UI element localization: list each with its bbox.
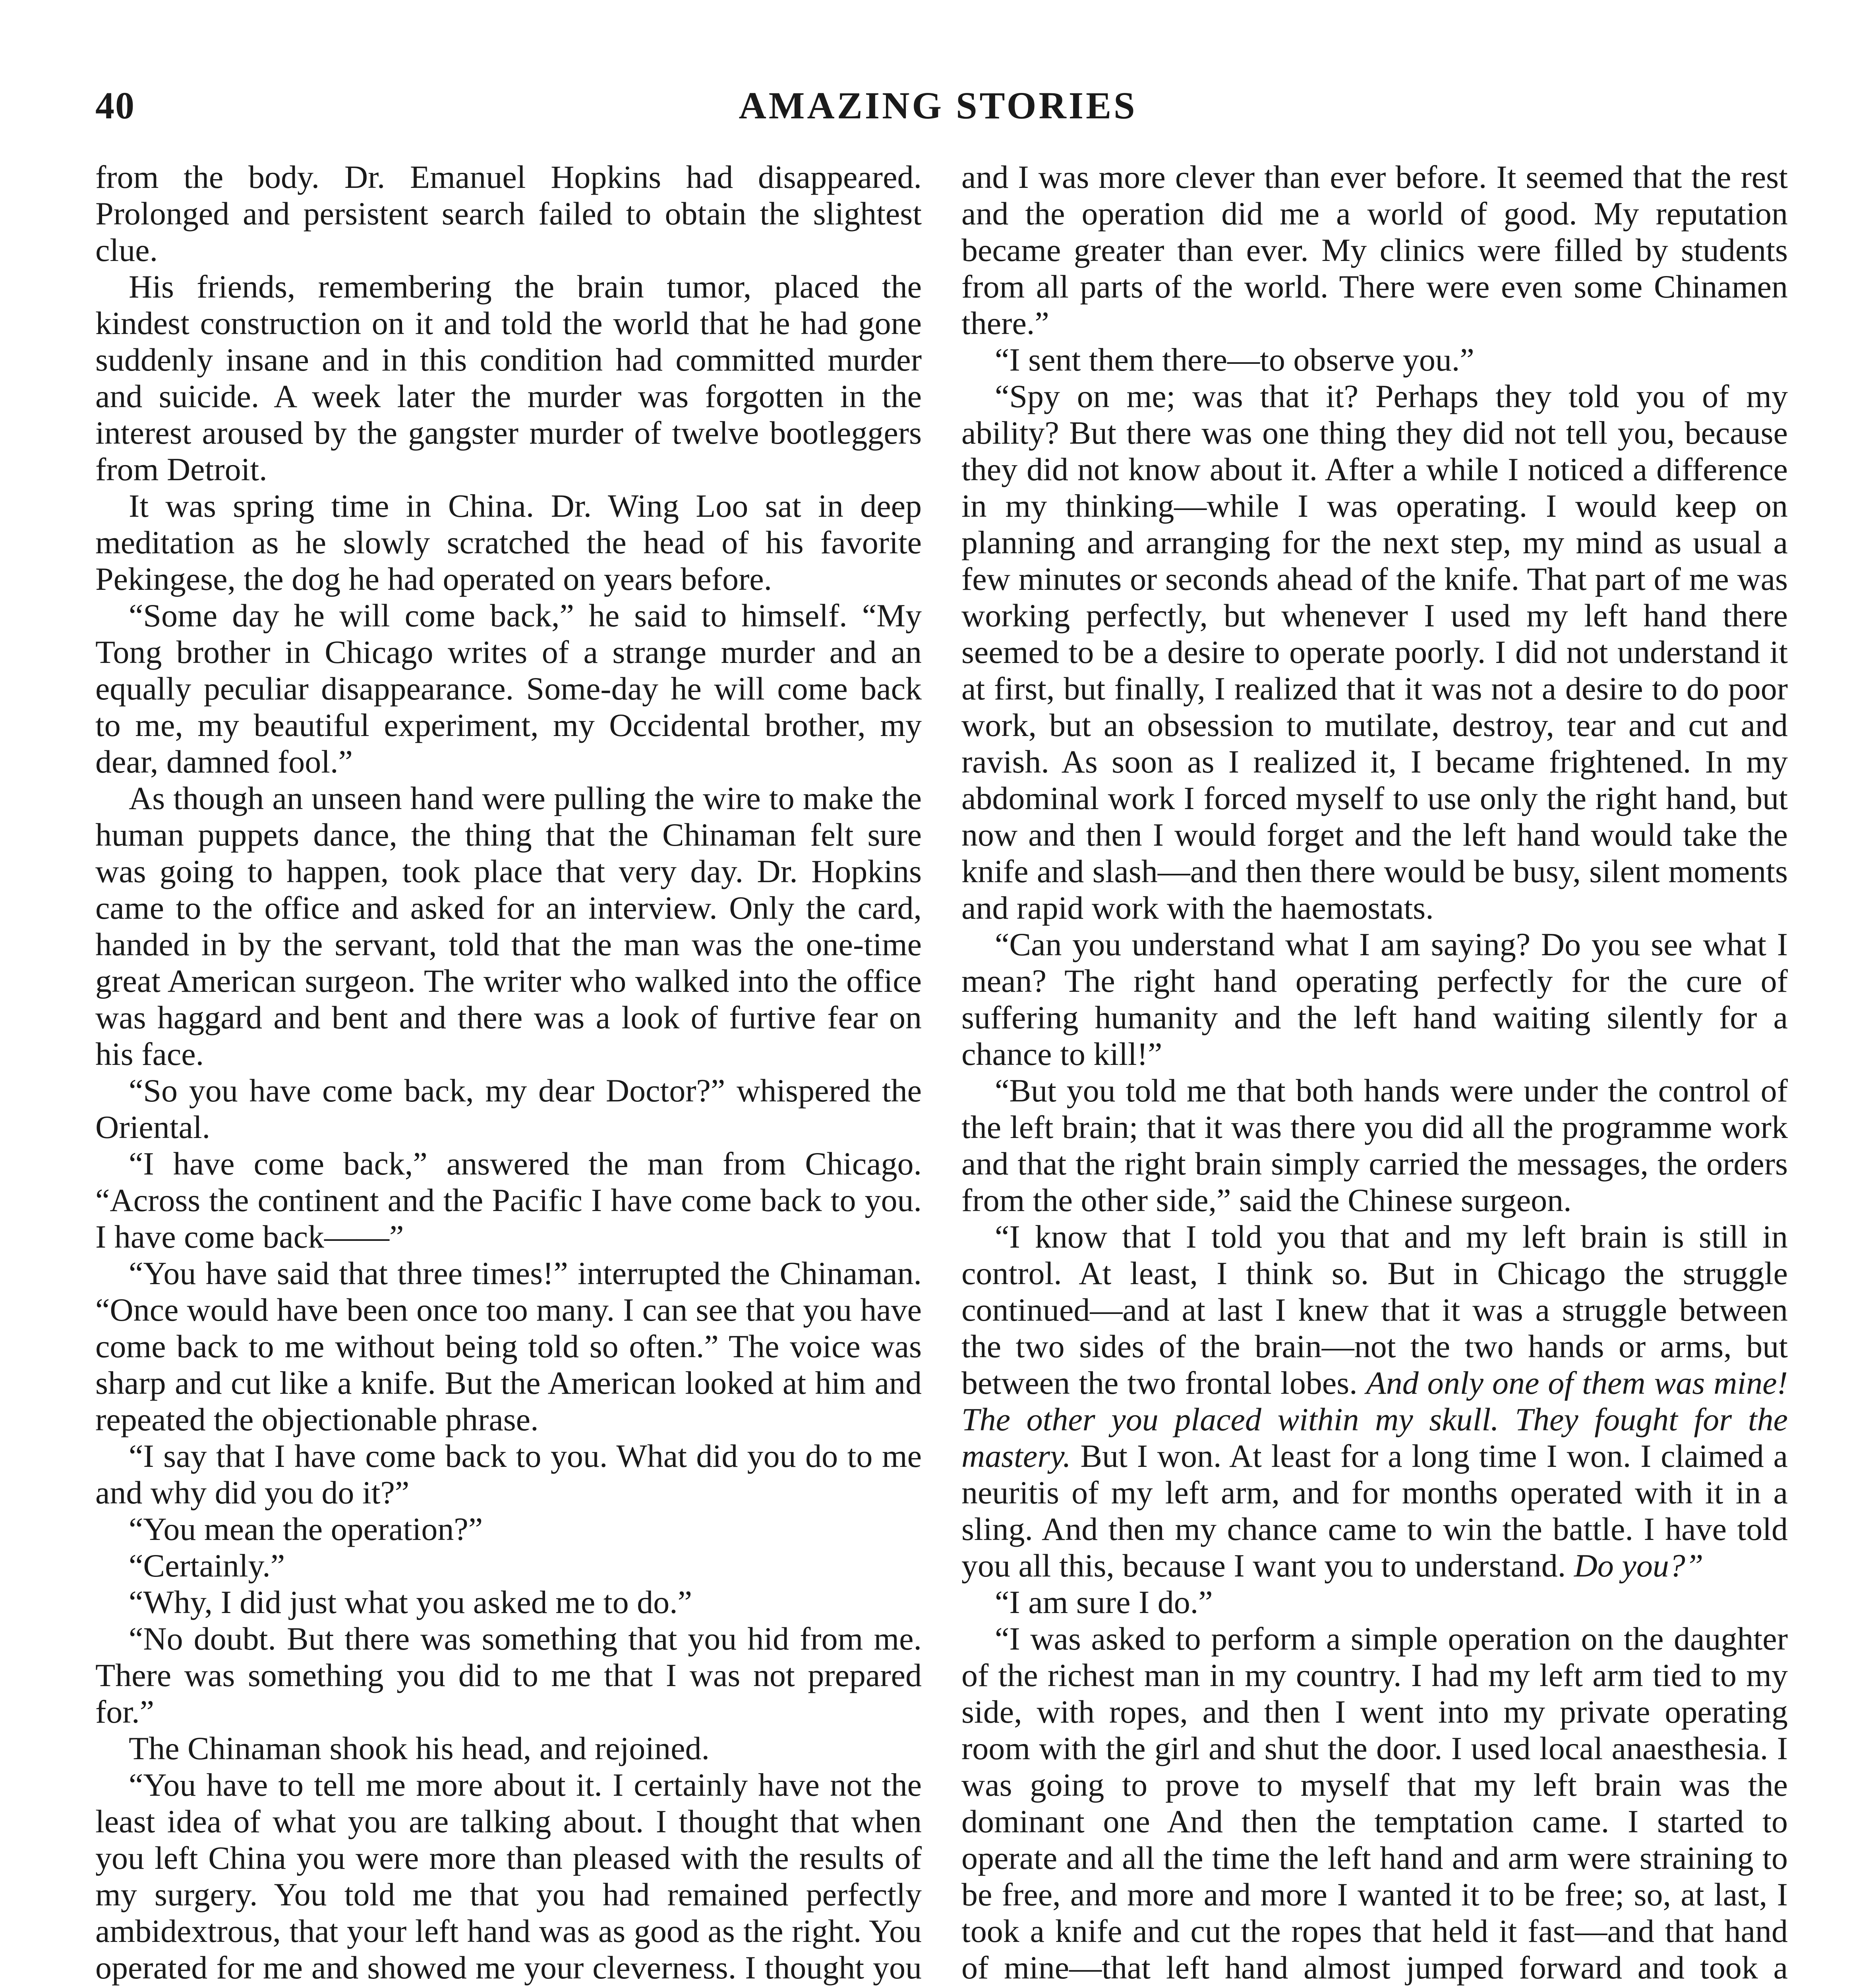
- paragraph: “Certainly.”: [129, 1547, 285, 1584]
- paragraph: “Some day he will come back,” he said to himself. “My Tong brother in Chicago writes of a strange murder and an equally peculiar disappearance. Some-day he will come back to me, my beautiful experiment, my Occidental brother, my dear, damned fool.”: [95, 597, 922, 780]
- text-run: “I know that I told you that and my left brain is still in control. At least, I think so. But in Chicago the struggle continued—and at last I knew that it was a struggle between the two sides of the brain—not the two hands or arms, but between the two frontal lobes.: [961, 1219, 1788, 1401]
- paragraph: “I am sure I do.”: [995, 1584, 1213, 1620]
- paragraph: As though an unseen hand were pulling the wire to make the human puppets dance, the thing that the Chinaman felt sure was going to happen, took place that very day. Dr. Hopkins came to the office and asked for an interview. Only the card, handed in by the servant, told that the man was the one-time great American surgeon. The writer who walked into the office was haggard and bent and there was a look of furtive fear on his face.: [95, 780, 922, 1072]
- paragraph: “I sent them there—to observe you.”: [995, 342, 1474, 378]
- left-column: [95, 159, 922, 1986]
- italic-text: Do you?”: [1574, 1547, 1704, 1584]
- text-run: But I won. At least for a long time I won. I claimed a neuritis of my left arm, and for months operated with it in a sling. And then my chance came to win the battle. I have told you all this, because I want you to understand.: [961, 1438, 1788, 1584]
- paragraph: “No doubt. But there was something that you hid from me. There was something you did to me that I was not prepared for.”: [95, 1621, 922, 1730]
- paragraph: “Can you understand what I am saying? Do you see what I mean? The right hand operating perfectly for the cure of suffering humanity and the left hand waiting silently for a chance to kill!”: [961, 926, 1788, 1072]
- paragraph: [961, 1621, 1788, 1986]
- paragraph: “Why, I did just what you asked me to do.”: [129, 1584, 692, 1620]
- paragraph: “I have come back,” answered the man from Chicago. “Across the continent and the Pacific I have come back to you. I have come back——”: [95, 1146, 922, 1255]
- paragraph: “You have said that three times!” interrupted the Chinaman. “Once would have been once too many. I can see that you have come back to me without being told so often.” The voice was sharp and cut like a knife. But the American looked at him and repeated the objectionable phrase.: [95, 1255, 922, 1437]
- page-header: [95, 68, 1781, 147]
- paragraph: “I say that I have come back to you. What did you do to me and why did you do it?”: [95, 1438, 922, 1511]
- right-column: [961, 159, 1788, 1986]
- paragraph: “You have to tell me more about it. I certainly have not the least idea of what you are talking about. I thought that when you left China you were more than pleased with the results of my surgery. You told me that you had remained perfectly ambidextrous, that your left hand was as good as the right. You operated for me and showed me your cleverness. I thought you: [95, 1767, 922, 1986]
- paragraph: “But you told me that both hands were under the control of the left brain; that it was there you did all the programme work and that the right brain simply carried the messages, the orders from the other side,” said the Chinese surgeon.: [961, 1072, 1788, 1218]
- paragraph: “Spy on me; was that it? Perhaps they told you of my ability? But there was one thing they did not tell you, because they did not know about it. After a while I noticed a difference in my thinking—while I was operating. I would keep on planning and arranging for the next step, my mind as usual a few minutes or seconds ahead of the knife. That part of me was working perfectly, but whenever I used my left hand there seemed to be a desire to operate poorly. I did not understand it at first, but finally, I realized that it was not a desire to do poor work, but an obsession to mutilate, destroy, tear and cut and ravish. As soon as I realized it, I became frightened. In my abdominal work I forced myself to use only the right hand, but now and then I would forget and the left hand would take the knife and slash—and then there would be busy, silent moments and rapid work with the haemostats.: [961, 378, 1788, 926]
- paragraph: The Chinaman shook his head, and rejoined.: [129, 1730, 710, 1766]
- text-run: “I was asked to perform a simple operation on the daughter of the richest man in my country. I had my left arm tied to my side, with ropes, and then I went into my private operating room with the girl and shut the door. I used local anaesthesia. I was going to prove to myself that my left brain was the dominant one And then the temptation came. I started to operate and all the time the left hand and arm were straining to be free, and more and more I wanted it to be free; so, at last, I took a knife and cut the ropes that held it fast—and that hand of mine—that left hand almost jumped forward and took a: [961, 1621, 1788, 1986]
- magazine-title: AMAZING STORIES: [739, 84, 1137, 127]
- paragraph: and I was more clever than ever before. It seemed that the rest and the operation did me a world of good. My reputation became greater than ever. My clinics were filled by students from all parts of the world. There were even some Chinamen there.”: [961, 159, 1788, 341]
- paragraph: “So you have come back, my dear Doctor?” whispered the Oriental.: [95, 1072, 922, 1145]
- paragraph: [961, 1219, 1788, 1584]
- paragraph: from the body. Dr. Emanuel Hopkins had disappeared. Prolonged and persistent search failed to obtain the slightest clue.: [95, 159, 922, 268]
- paragraph: His friends, remembering the brain tumor, placed the kindest construction on it and told the world that he had gone suddenly insane and in this condition had committed murder and suicide. A week later the murder was forgotten in the interest aroused by the gangster murder of twelve bootleggers from Detroit.: [95, 269, 922, 487]
- italic-text: And only one of them was mine! The other you placed within my skull. They fought for the mastery.: [961, 1365, 1788, 1474]
- page-number: 40: [95, 84, 135, 127]
- paragraph: It was spring time in China. Dr. Wing Loo sat in deep meditation as he slowly scratched the head of his favorite Pekingese, the dog he had operated on years before.: [95, 488, 922, 597]
- paragraph: “You mean the operation?”: [129, 1511, 483, 1547]
